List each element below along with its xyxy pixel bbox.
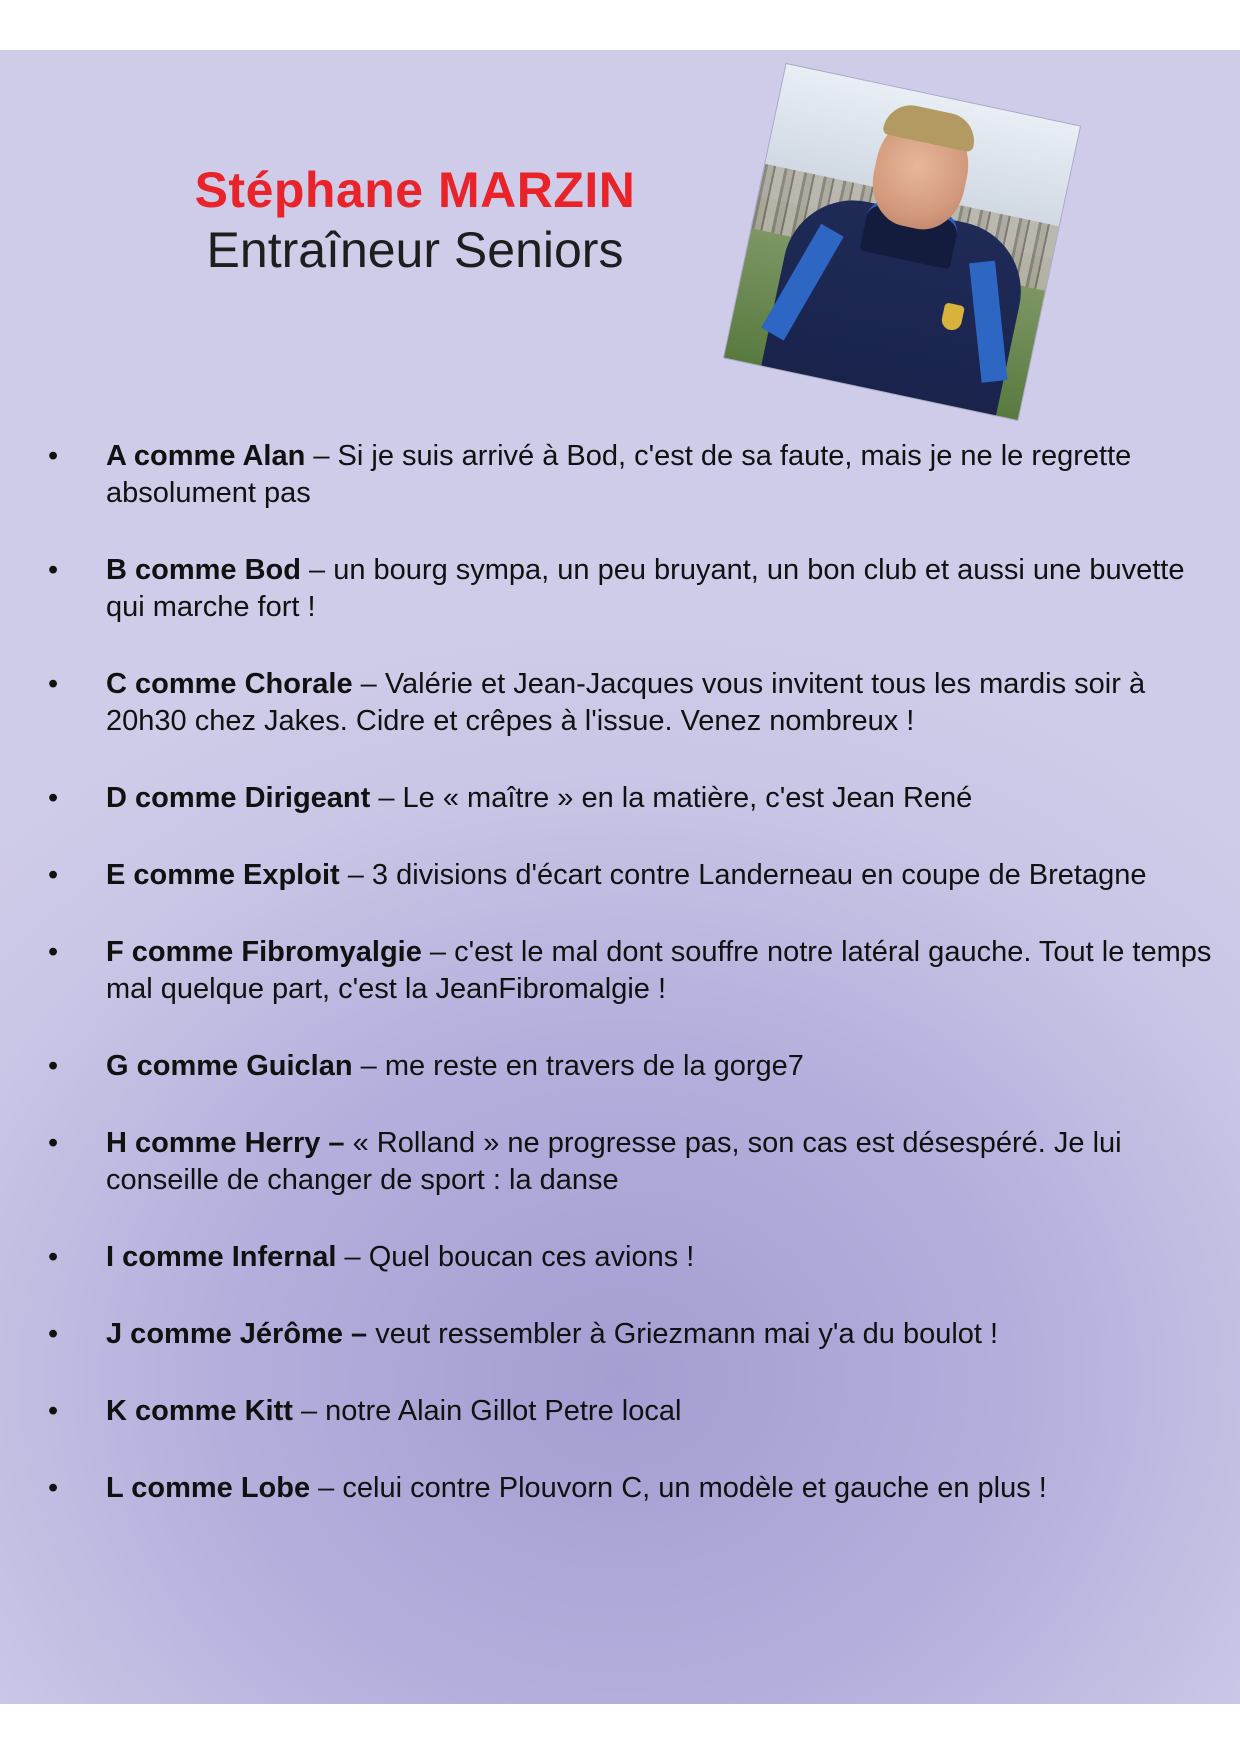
entry-term: E comme Exploit: [106, 859, 340, 891]
bullet-icon: •: [48, 859, 59, 891]
list-item: [48, 666, 1228, 740]
coach-role: Entraîneur Seniors: [206, 222, 624, 278]
entry-text: – me reste en travers de la gorge7: [352, 1050, 804, 1082]
bullet-icon: •: [48, 1127, 59, 1159]
entry-text: « Rolland » ne progresse pas, son cas est désespéré. Je lui conseille de changer de sport : la danse: [106, 1127, 1122, 1196]
list-item: [48, 1239, 1228, 1276]
page-heading: [150, 160, 680, 280]
bullet-icon: •: [48, 1395, 59, 1427]
bullet-icon: •: [48, 1472, 59, 1504]
entry-term: B comme Bod: [106, 554, 301, 586]
coach-name: Stéphane MARZIN: [194, 162, 636, 218]
entry-term: F comme Fibromyalgie: [106, 936, 422, 968]
entry-term: D comme Dirigeant: [106, 782, 371, 814]
bullet-icon: •: [48, 1050, 59, 1082]
entry-text: – c'est le mal dont souffre notre latéral gauche. Tout le temps mal quelque part, c'est la JeanFibromalgie !: [106, 936, 1212, 1005]
entry-term: G comme Guiclan: [106, 1050, 353, 1082]
entry-text: – un bourg sympa, un peu bruyant, un bon club et aussi une buvette qui marche fort !: [106, 554, 1185, 623]
bullet-icon: •: [48, 554, 59, 586]
list-item: [48, 857, 1228, 894]
bullet-icon: •: [48, 440, 59, 472]
bullet-icon: •: [48, 782, 59, 814]
alphabet-list: [48, 438, 1228, 1547]
entry-term: L comme Lobe: [106, 1472, 311, 1504]
entry-term: H comme Herry –: [106, 1127, 353, 1159]
entry-text: – 3 divisions d'écart contre Landerneau en coupe de Bretagne: [339, 859, 1147, 891]
bullet-icon: •: [48, 1241, 59, 1273]
list-item: [48, 438, 1228, 512]
entry-text: – Le « maître » en la matière, c'est Jean René: [370, 782, 973, 814]
entry-text: – Quel boucan ces avions !: [336, 1241, 695, 1273]
list-item: [48, 1316, 1228, 1353]
coach-photo: [724, 64, 1080, 420]
bullet-icon: •: [48, 668, 59, 700]
list-item: [48, 1048, 1228, 1085]
entry-text: – Si je suis arrivé à Bod, c'est de sa faute, mais je ne le regrette absolument pas: [106, 440, 1132, 509]
entry-term: A comme Alan: [106, 440, 306, 472]
list-item: [48, 552, 1228, 626]
entry-text: – Valérie et Jean-Jacques vous invitent tous les mardis soir à 20h30 chez Jakes. Cidre et crêpes à l'issue. Venez nombreux !: [106, 668, 1146, 737]
list-item: [48, 1125, 1228, 1199]
bullet-icon: •: [48, 1318, 59, 1350]
list-item: [48, 780, 1228, 817]
bullet-icon: •: [48, 936, 59, 968]
entry-term: J comme Jérôme –: [106, 1318, 376, 1350]
entry-term: C comme Chorale: [106, 668, 353, 700]
list-item: [48, 1470, 1228, 1507]
entry-term: K comme Kitt: [106, 1395, 293, 1427]
list-item: [48, 934, 1228, 1008]
list-item: [48, 1393, 1228, 1430]
entry-term: I comme Infernal: [106, 1241, 337, 1273]
entry-text: veut ressembler à Griezmann mai y'a du boulot !: [375, 1318, 999, 1350]
entry-text: – celui contre Plouvorn C, un modèle et gauche en plus !: [310, 1472, 1047, 1504]
entry-text: – notre Alain Gillot Petre local: [292, 1395, 682, 1427]
